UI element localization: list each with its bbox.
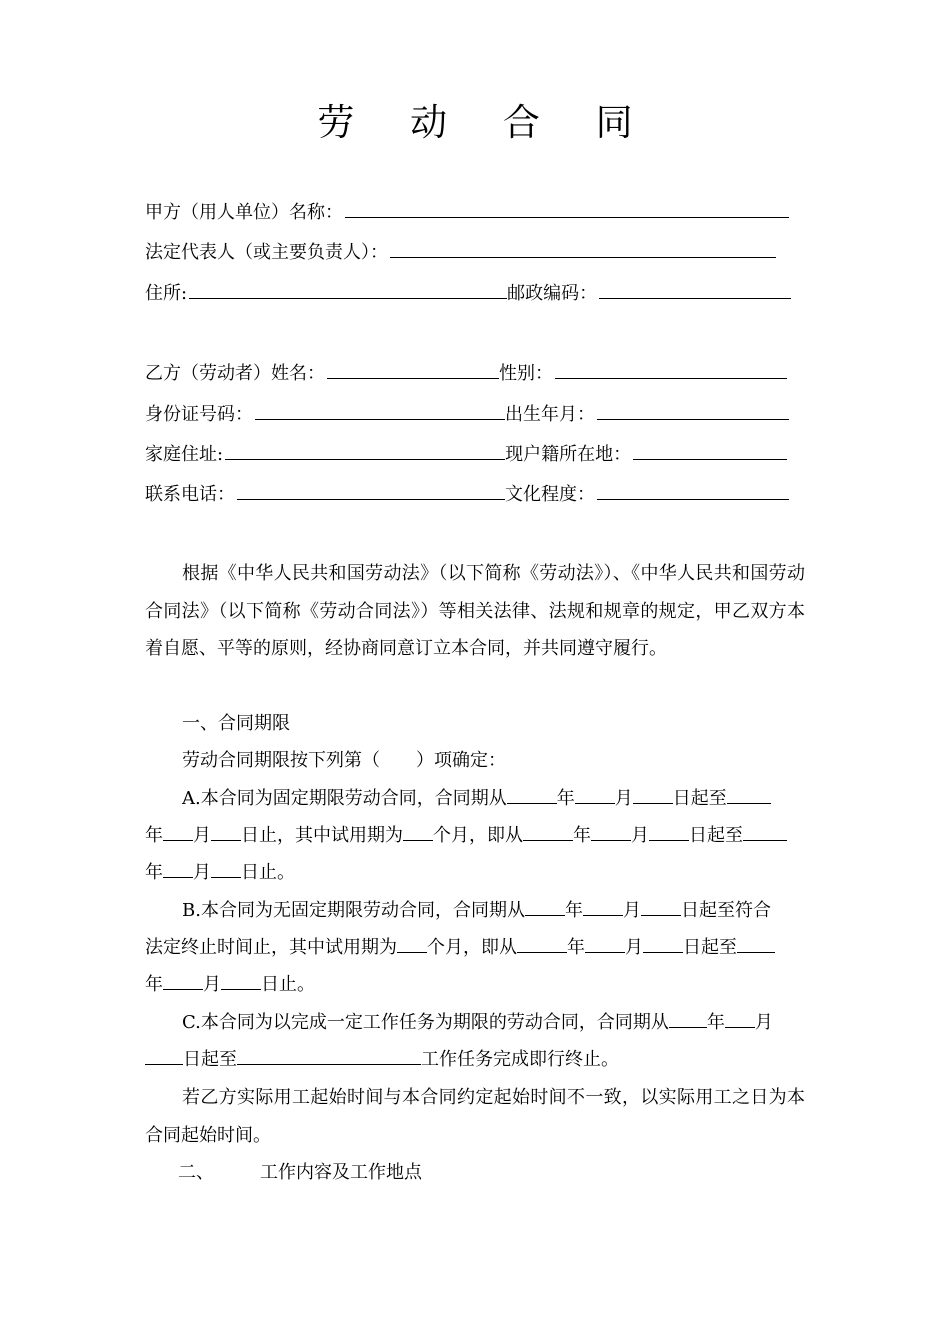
option-a-line-1	[182, 780, 847, 818]
blank[interactable]	[163, 971, 203, 990]
party-b-name-label: 乙方（劳动者）姓名：	[145, 363, 325, 384]
month-text: 月	[203, 974, 221, 995]
blank[interactable]	[517, 934, 567, 953]
preamble-paragraph: 根据《中华人民共和国劳动法》（以下简称《劳动法》）、《中华人民共和国劳动合同法》（以下简称《劳动合同法》）等相关法律、法规和规章的规定，甲乙双方本着自愿、平等的原则，经协商同意订立本合同，并共同遵守履行。	[145, 563, 805, 659]
month-text: 月	[754, 1012, 773, 1033]
party-a-rep-label: 法定代表人（或主要负责人）：	[145, 242, 388, 263]
party-b-hukou-blank[interactable]	[633, 439, 787, 460]
section-2-title: 工作内容及工作地点	[260, 1162, 422, 1183]
option-b-line-1	[182, 892, 847, 930]
option-b-text-1: B.本合同为无固定期限劳动合同，合同期从	[182, 900, 525, 921]
party-b-gender-label: 性别：	[499, 363, 553, 384]
year-text: 年	[145, 862, 163, 883]
option-c-line-2	[145, 1041, 810, 1079]
blank[interactable]	[397, 934, 427, 953]
option-b-line-2	[145, 929, 810, 967]
option-a-text-2: 日止，其中试用期为	[241, 825, 403, 846]
option-b-text-2: 日起至符合	[680, 900, 771, 921]
year-text: 年	[556, 788, 575, 809]
party-a-name-row	[145, 197, 805, 227]
blank[interactable]	[403, 822, 433, 841]
option-b-line-3	[145, 966, 810, 1004]
section-2-heading	[178, 1154, 843, 1192]
section-2-number: 二、	[178, 1162, 214, 1183]
blank[interactable]	[507, 785, 557, 804]
month-text: 月	[625, 937, 643, 958]
party-b-home-blank[interactable]	[225, 439, 505, 460]
party-a-rep-row	[145, 237, 805, 267]
party-a-address-row	[145, 278, 805, 308]
section-1-intro: 劳动合同期限按下列第（ ）项确定：	[182, 750, 506, 771]
party-b-hukou-label: 现户籍所在地：	[505, 444, 632, 465]
blank[interactable]	[633, 785, 673, 804]
year-text: 年	[564, 900, 583, 921]
blank[interactable]	[669, 1009, 707, 1028]
blank[interactable]	[583, 897, 623, 916]
blank[interactable]	[211, 859, 241, 878]
option-a-line-3	[145, 854, 810, 892]
option-a-text-1: A.本合同为固定期限劳动合同，合同期从	[182, 788, 507, 809]
blank[interactable]	[643, 934, 683, 953]
blank[interactable]	[163, 822, 193, 841]
blank[interactable]	[237, 1046, 421, 1065]
option-c-text-1: C.本合同为以完成一定工作任务为期限的劳动合同，合同期从	[182, 1012, 669, 1033]
day-from-text: 日起至	[672, 788, 727, 809]
party-a-name-label: 甲方（用人单位）名称：	[145, 202, 343, 223]
blank[interactable]	[221, 971, 261, 990]
blank[interactable]	[575, 785, 615, 804]
section-1-heading: 一、合同期限	[182, 713, 290, 734]
year-text: 年	[145, 974, 163, 995]
blank[interactable]	[649, 822, 689, 841]
option-c-text-3: 工作任务完成即行终止。	[421, 1049, 619, 1070]
party-a-postcode-blank[interactable]	[599, 278, 791, 299]
party-b-edu-blank[interactable]	[597, 479, 789, 500]
blank[interactable]	[737, 934, 775, 953]
option-a-line-2	[145, 817, 810, 855]
option-b-text-4: 个月，即从	[427, 937, 517, 958]
option-a-text-3: 个月，即从	[433, 825, 523, 846]
year-text: 年	[706, 1012, 725, 1033]
party-a-postcode-label: 邮政编码：	[507, 283, 598, 304]
party-b-id-label: 身份证号码：	[145, 404, 253, 425]
blank[interactable]	[743, 822, 787, 841]
blank[interactable]	[523, 822, 573, 841]
party-a-name-blank[interactable]	[345, 197, 789, 218]
blank[interactable]	[725, 1009, 755, 1028]
party-b-name-row	[145, 358, 805, 388]
blank[interactable]	[525, 897, 565, 916]
party-b-birth-blank[interactable]	[597, 399, 789, 420]
party-b-phone-row	[145, 479, 805, 509]
party-b-phone-blank[interactable]	[237, 479, 505, 500]
party-b-birth-label: 出生年月：	[505, 404, 595, 425]
option-b-text-5: 日起至	[683, 937, 737, 958]
start-time-note: 若乙方实际用工起始时间与本合同约定起始时间不一致，以实际用工之日为本合同起始时间。	[145, 1087, 805, 1146]
year-text: 年	[145, 825, 163, 846]
month-text: 月	[614, 788, 633, 809]
option-b-text-3: 法定终止时间止，其中试用期为	[145, 937, 397, 958]
party-a-address-label: 住所:	[145, 283, 188, 304]
option-b-text-6: 日止。	[261, 974, 315, 995]
blank[interactable]	[641, 897, 681, 916]
blank[interactable]	[163, 859, 193, 878]
blank[interactable]	[211, 822, 241, 841]
party-b-id-row	[145, 399, 805, 429]
blank[interactable]	[585, 934, 625, 953]
party-b-name-blank[interactable]	[327, 358, 499, 379]
blank[interactable]	[591, 822, 631, 841]
month-text: 月	[631, 825, 649, 846]
option-c-line-1	[182, 1004, 847, 1042]
year-text: 年	[567, 937, 585, 958]
party-b-phone-label: 联系电话：	[145, 484, 235, 505]
month-text: 月	[622, 900, 641, 921]
party-b-home-label: 家庭住址:	[145, 444, 224, 465]
party-b-home-row	[145, 439, 805, 469]
blank[interactable]	[727, 785, 771, 804]
party-b-gender-blank[interactable]	[555, 358, 787, 379]
day-from-text: 日起至	[689, 825, 743, 846]
month-text: 月	[193, 825, 211, 846]
option-c-text-2: 日起至	[183, 1049, 237, 1070]
party-a-rep-blank[interactable]	[390, 237, 776, 258]
page-title: 劳 动 合 同	[317, 101, 655, 144]
party-a-address-blank[interactable]	[189, 278, 507, 299]
party-b-id-blank[interactable]	[255, 399, 505, 420]
option-a-text-4: 日止。	[241, 862, 295, 883]
blank[interactable]	[145, 1046, 183, 1065]
party-b-edu-label: 文化程度：	[505, 484, 595, 505]
month-text: 月	[193, 862, 211, 883]
year-text: 年	[573, 825, 591, 846]
